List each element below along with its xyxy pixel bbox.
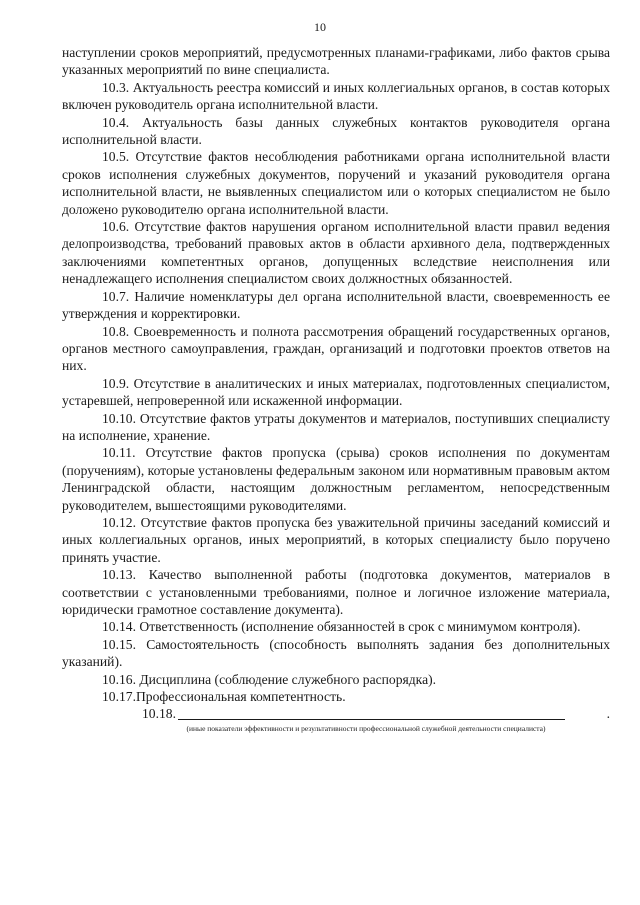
item-10-18-end-mark: . (606, 706, 610, 722)
item-10-3: 10.3. Актуальность реестра комиссий и иных коллегиальных органов, в состав которых включен руководитель органа исполнительной власти. (62, 79, 610, 113)
item-10-9: 10.9. Отсутствие в аналитических и иных материалах, подготовленных специалистом, устаревшей, непроверенной или искаженной информации. (62, 375, 610, 409)
item-10-15: 10.15. Самостоятельность (способность выполнять задания без дополнительных указаний). (62, 636, 610, 670)
item-10-17: 10.17.Профессиональная компетентность. (102, 689, 346, 705)
item-10-14: 10.14. Ответственность (исполнение обязанностей в срок с минимумом контроля). (102, 619, 581, 635)
item-10-5: 10.5. Отсутствие фактов несоблюдения работниками органа исполнительной власти сроков исполнения служебных документов, поручений и указаний руководителя органа исполнительной власти, не выявленных специалистом или о которых специалистом не было доложено руководителю органа исполнительной власти. (62, 149, 610, 217)
item-10-16: 10.16. Дисциплина (соблюдение служебного распорядка). (102, 671, 437, 687)
item-10-18 (62, 705, 610, 722)
item-10-7: 10.7. Наличие номенклатуры дел органа исполнительной власти, своевременность ее утверждения и корректировки. (62, 288, 610, 322)
item-10-8: 10.8. Своевременность и полнота рассмотрения обращений государственных органов, органов местного самоуправления, граждан, организаций и подготовки проектов ответов на них. (62, 323, 610, 374)
item-10-11: 10.11. Отсутствие фактов пропуска (срыва) сроков исполнения по документам (поручениям), которые установлены федеральным законом или нормативным правовым актом Ленинградской области, настоящим должностным регламентом, непосредственным руководителем, вышестоящими руководителями. (62, 445, 610, 513)
item-10-18-number: 10.18. (142, 706, 176, 722)
item-10-6: 10.6. Отсутствие фактов нарушения органом исполнительной власти правил ведения делопроизводства, требований правовых актов в области архивного дела, подтвержденных заключениями компетентных органов, допущенных вследствие неисполнения или ненадлежащего исполнения специалистом своих должностных обязанностей. (62, 219, 610, 287)
item-10-4: 10.4. Актуальность базы данных служебных контактов руководителя органа исполнительной власти. (62, 114, 610, 148)
item-10-10: 10.10. Отсутствие фактов утраты документов и материалов, поступивших специалисту на исполнение, хранение. (62, 410, 610, 443)
item-10-13: 10.13. Качество выполненной работы (подготовка документов, материалов в соответствии с установленными требованиями, полное и логичное изложение материала, юридически грамотное составление документа). (62, 567, 610, 617)
page-number: 10 (314, 20, 326, 34)
item-10-12: 10.12. Отсутствие фактов пропуска без уважительной причины заседаний комиссий и иных коллегиальных органов, иных мероприятий, в которых специалисту было поручено принять участие. (62, 514, 610, 565)
fill-in-blank-line (178, 718, 565, 720)
document-body (62, 44, 610, 733)
continuation-paragraph: наступлении сроков мероприятий, предусмотренных планами-графиками, либо фактов срыва указанных мероприятий по вине специалиста. (62, 45, 610, 78)
blank-line-caption: (иные показатели эффективности и результативности профессиональной служебной деятельности специалиста) (186, 723, 546, 733)
